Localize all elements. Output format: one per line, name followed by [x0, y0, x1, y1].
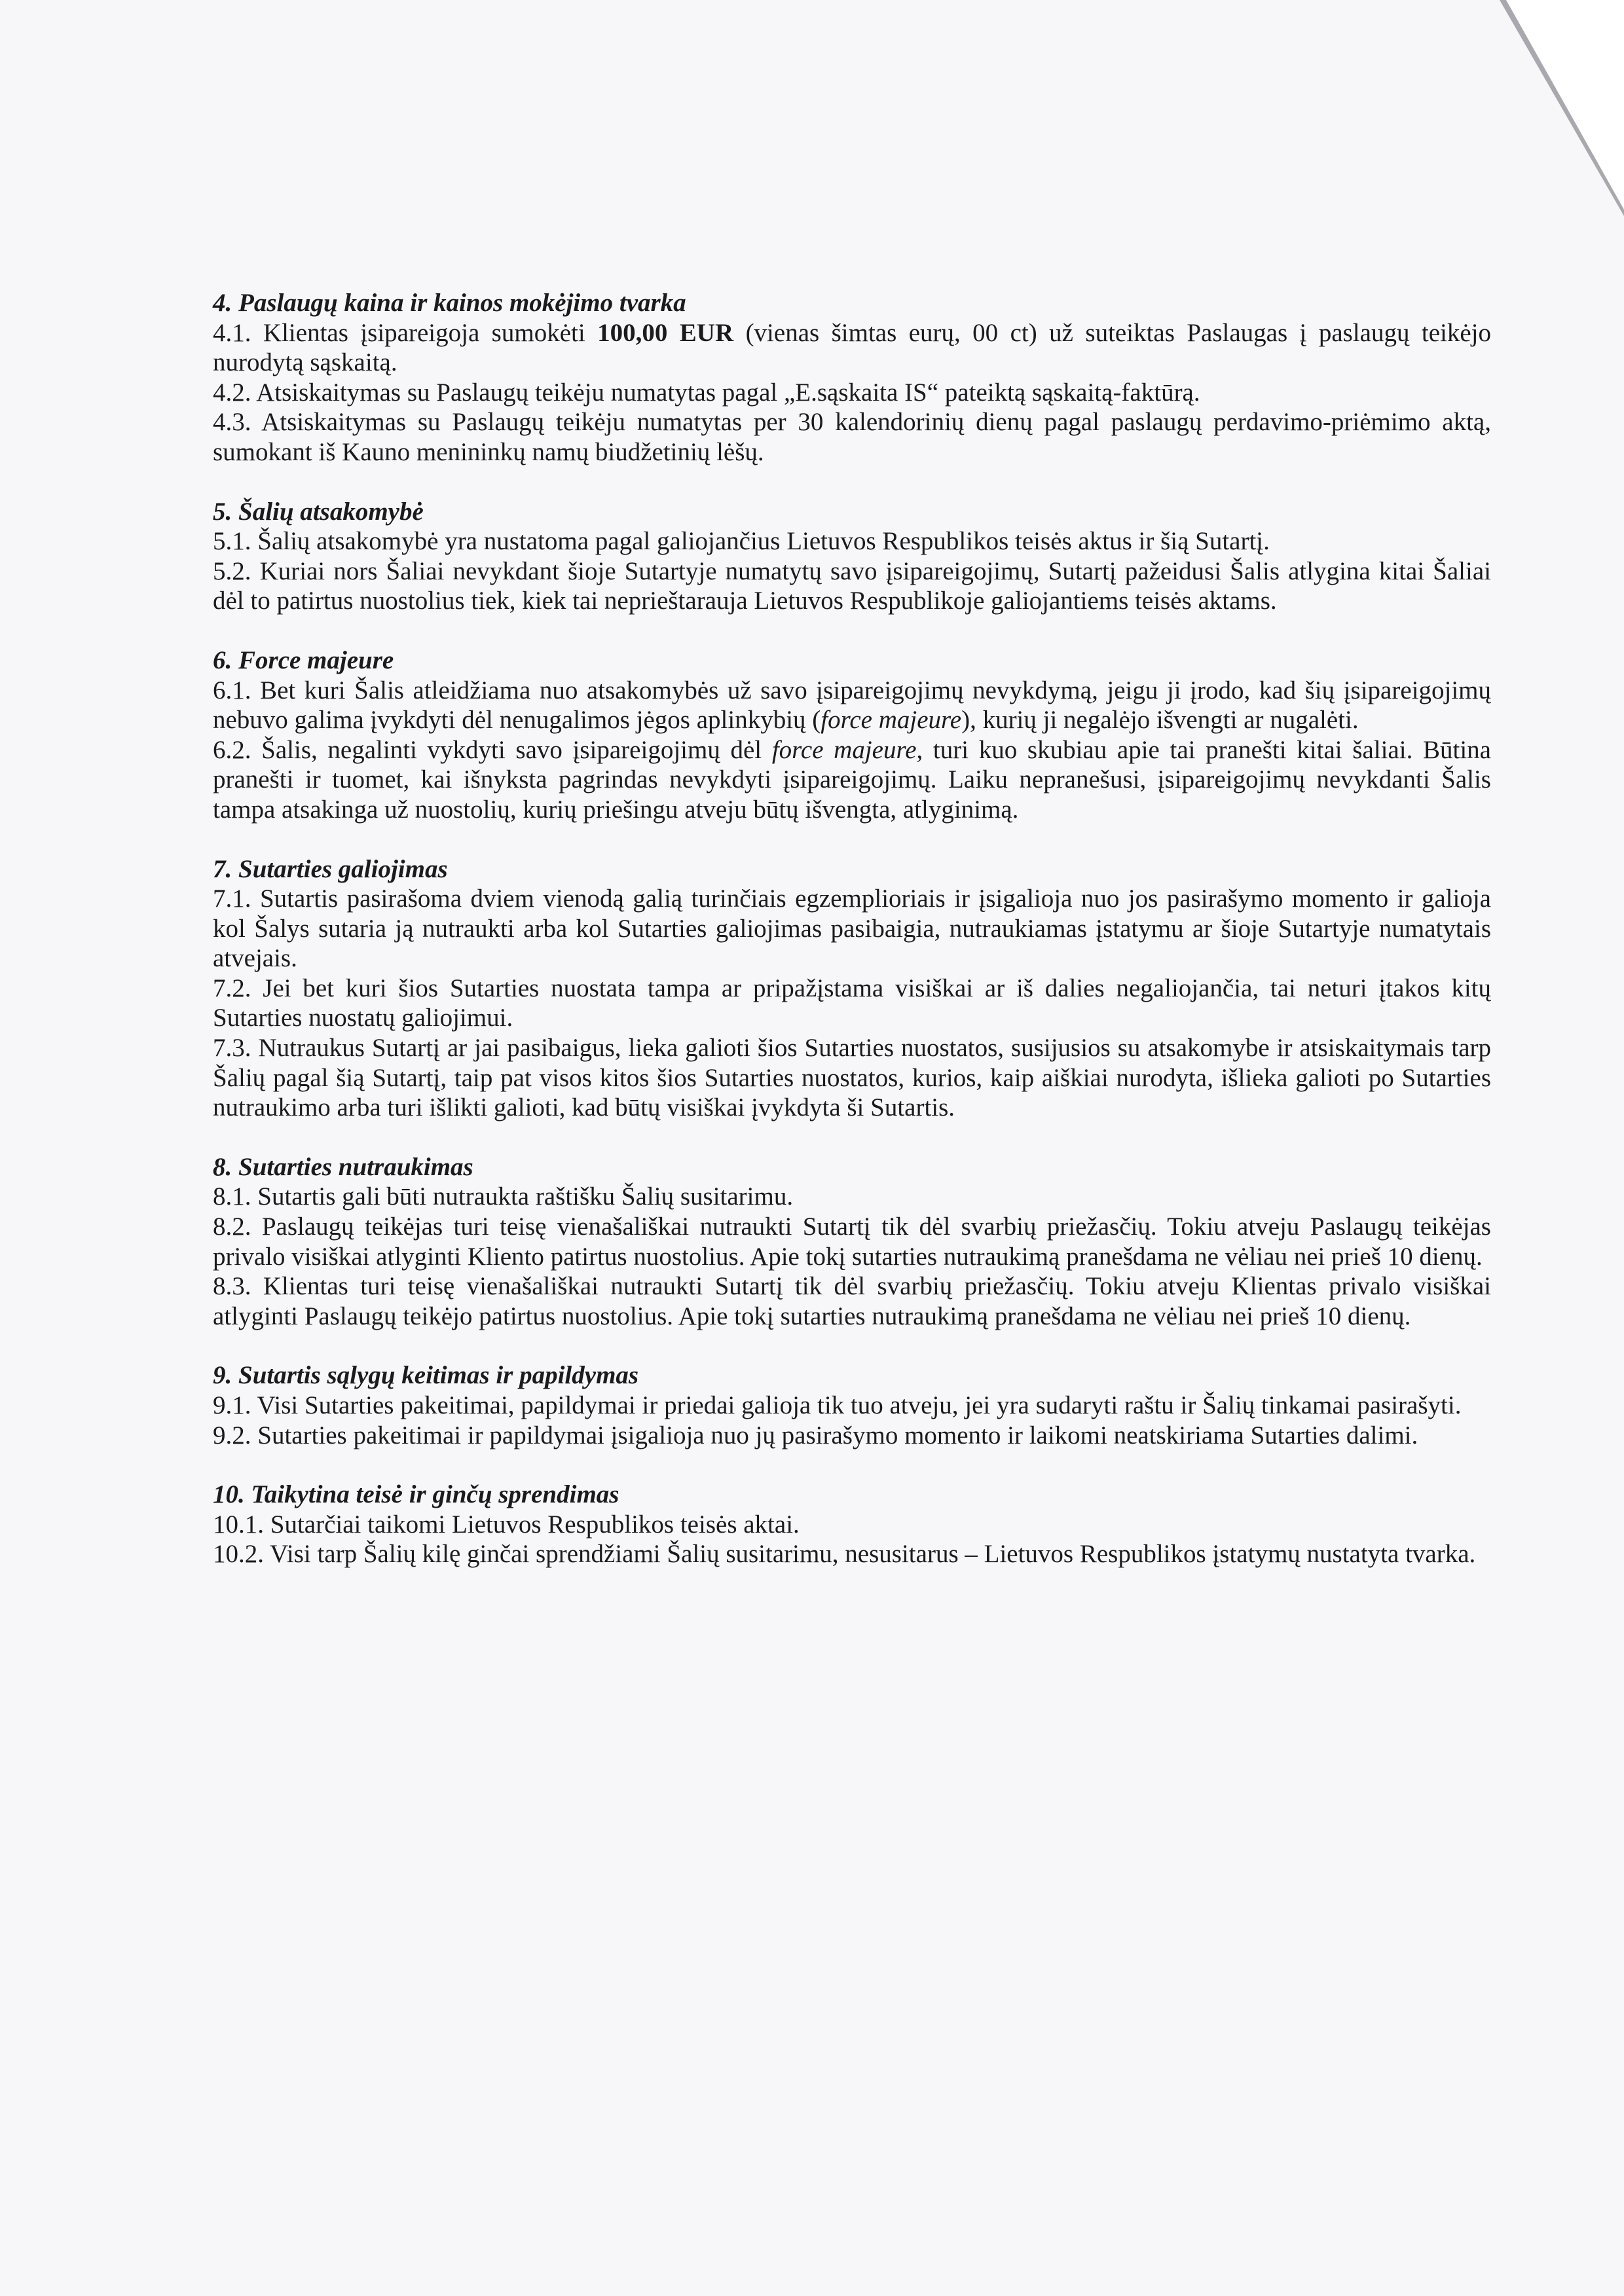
clause-paragraph [213, 1271, 1491, 1331]
clause-text: 7.3. Nutraukus Sutartį ar jai pasibaigus, lieka galioti šios Sutarties nuostatos, susijusios su atsakomybe ir atsiskaitymais tarp Šalių pagal šią Sutartį, taip pat visos kitos šios Sutarties nuostatos, kurios, kaip aiškiai nurodyta, išlieka galioti po Sutarties nutraukimo arba turi išlikti galioti, kad būtų visiškai įvykdyta ši Sutartis. [213, 1034, 1491, 1122]
clause-paragraph [213, 526, 1491, 556]
section [213, 646, 1491, 825]
section [213, 1480, 1491, 1569]
clause-text: 8.3. Klientas turi teisę vienašališkai nutraukti Sutartį tik dėl svarbių priežasčių. Tokiu atveju Klientas privalo visiškai atlyginti Paslaugų teikėjo patirtus nuostolius. Apie tokį sutarties nutraukimą pranešdama ne vėliau nei prieš 10 dienų. [213, 1272, 1491, 1330]
clause-text: 6.2. Šalis, negalinti vykdyti savo įsipareigojimų dėl [213, 735, 772, 764]
clause-paragraph [213, 974, 1491, 1033]
clause-paragraph [213, 378, 1491, 408]
section-heading: 10. Taikytina teisė ir ginčų sprendimas [213, 1480, 619, 1509]
section-heading: 4. Paslaugų kaina ir kainos mokėjimo tvarka [213, 289, 686, 317]
italic-text: force majeure [821, 706, 962, 735]
clause-text: 10.2. Visi tarp Šalių kilę ginčai sprendžiami Šalių susitarimu, nesusitarus – Lietuvos Respublikos įstatymų nustatyta tvarka. [213, 1540, 1476, 1569]
clause-text: 7.2. Jei bet kuri šios Sutarties nuostata tampa ar pripažįstama visiškai ar iš dalies negaliojančia, tai neturi įtakos kitų Sutarties nuostatų galiojimui. [213, 974, 1491, 1032]
section-heading: 8. Sutarties nutraukimas [213, 1152, 473, 1181]
section [213, 1152, 1491, 1332]
clause-text: 10.1. Sutarčiai taikomi Lietuvos Respublikos teisės aktai. [213, 1510, 800, 1539]
clause-text: 8.2. Paslaugų teikėjas turi teisę vienašališkai nutraukti Sutartį tik dėl svarbių priežasčių. Tokiu atveju Paslaugų teikėjas privalo visiškai atlyginti Kliento patirtus nuostolius. Apie tokį sutarties nutraukimą pranešdama ne vėliau nei prieš 10 dienų. [213, 1212, 1491, 1271]
section-heading: 7. Sutarties galiojimas [213, 854, 448, 883]
clause-paragraph [213, 1033, 1491, 1123]
clause-paragraph [213, 676, 1491, 735]
clause-paragraph [213, 884, 1491, 974]
clause-paragraph [213, 407, 1491, 467]
clause-paragraph [213, 1391, 1491, 1421]
clause-text: 7.1. Sutartis pasirašoma dviem vienodą galią turinčiais egzemplioriais ir įsigalioja nuo jos pasirašymo momento ir galioja kol Šalys sutaria ją nutraukti arba kol Sutarties galiojimas pasibaigia, nutraukiamas įstatymu ar šioje Sutartyje numatytais atvejais. [213, 884, 1491, 973]
page-corner-highlight [1506, 0, 1624, 210]
italic-text: force majeure [771, 735, 917, 764]
clause-text: 9.1. Visi Sutarties pakeitimai, papildymai ir priedai galioja tik tuo atveju, jei yra sudaryti raštu ir Šalių tinkamai pasirašyti. [213, 1391, 1462, 1419]
section-heading: 9. Sutartis sąlygų keitimas ir papildymas [213, 1361, 639, 1390]
clause-text: 8.1. Sutartis gali būti nutraukta raštišku Šalių susitarimu. [213, 1182, 794, 1211]
clause-text: 5.1. Šalių atsakomybė yra nustatoma pagal galiojančius Lietuvos Respublikos teisės aktus ir šią Sutartį. [213, 527, 1270, 556]
section [213, 854, 1491, 1123]
section [213, 497, 1491, 616]
clause-text: 5.2. Kuriai nors Šaliai nevykdant šioje Sutartyje numatytų savo įsipareigojimų, Sutartį pažeidusi Šalis atlygina kitai Šaliai dėl to patirtus nuostolius tiek, kiek tai neprieštarauja Lietuvos Respublikoje galiojantiems teisės aktams. [213, 556, 1491, 615]
clause-paragraph [213, 1539, 1491, 1569]
clause-paragraph [213, 318, 1491, 378]
document-body [213, 288, 1491, 1599]
clause-text: 4.1. Klientas įsipareigoja sumokėti [213, 318, 598, 347]
clause-text: (vienas šimtas eurų, 00 ct) už suteiktas Paslaugas į paslaugų teikėjo nurodytą sąskaitą. [213, 318, 1492, 377]
clause-text: , turi kuo skubiau apie tai pranešti kitai šaliai. Būtina pranešti ir tuomet, kai išnyksta pagrindas nevykdyti įsipareigojimų. Laiku nepranešusi, įsipareigojimų nevykdanti Šalis tampa atsakinga už nuostolių, kurių priešingu atveju būtų išvengta, atlyginimą. [213, 735, 1491, 824]
clause-text: 4.2. Atsiskaitymas su Paslaugų teikėju numatytas pagal „E.sąskaita IS“ pateiktą sąskaitą-faktūrą. [213, 378, 1200, 407]
clause-text: 4.3. Atsiskaitymas su Paslaugų teikėju numatytas per 30 kalendorinių dienų pagal paslaugų perdavimo-priėmimo aktą, sumokant iš Kauno menininkų namų biudžetinių lėšų. [213, 408, 1491, 466]
clause-paragraph [213, 1510, 1491, 1540]
clause-paragraph [213, 1421, 1491, 1451]
bold-text: 100,00 EUR [597, 318, 734, 347]
section [213, 1360, 1491, 1450]
clause-text: 9.2. Sutarties pakeitimai ir papildymai įsigalioja nuo jų pasirašymo momento ir laikomi neatskiriama Sutarties dalimi. [213, 1421, 1418, 1449]
clause-paragraph [213, 1182, 1491, 1212]
clause-paragraph [213, 735, 1491, 825]
clause-paragraph [213, 1212, 1491, 1271]
section-heading: 5. Šalių atsakomybė [213, 497, 424, 526]
clause-paragraph [213, 556, 1491, 616]
clause-text: 6.1. Bet kuri Šalis atleidžiama nuo atsakomybės už savo įsipareigojimų nevykdymą, jeigu ji įrodo, kad šių įsipareigojimų nebuvo galima įvykdyti dėl nenugalimos jėgos aplinkybių ( [213, 676, 1491, 735]
section [213, 288, 1491, 467]
section-heading: 6. Force majeure [213, 646, 394, 674]
clause-text: ), kurių ji negalėjo išvengti ar nugalėti. [961, 706, 1359, 735]
